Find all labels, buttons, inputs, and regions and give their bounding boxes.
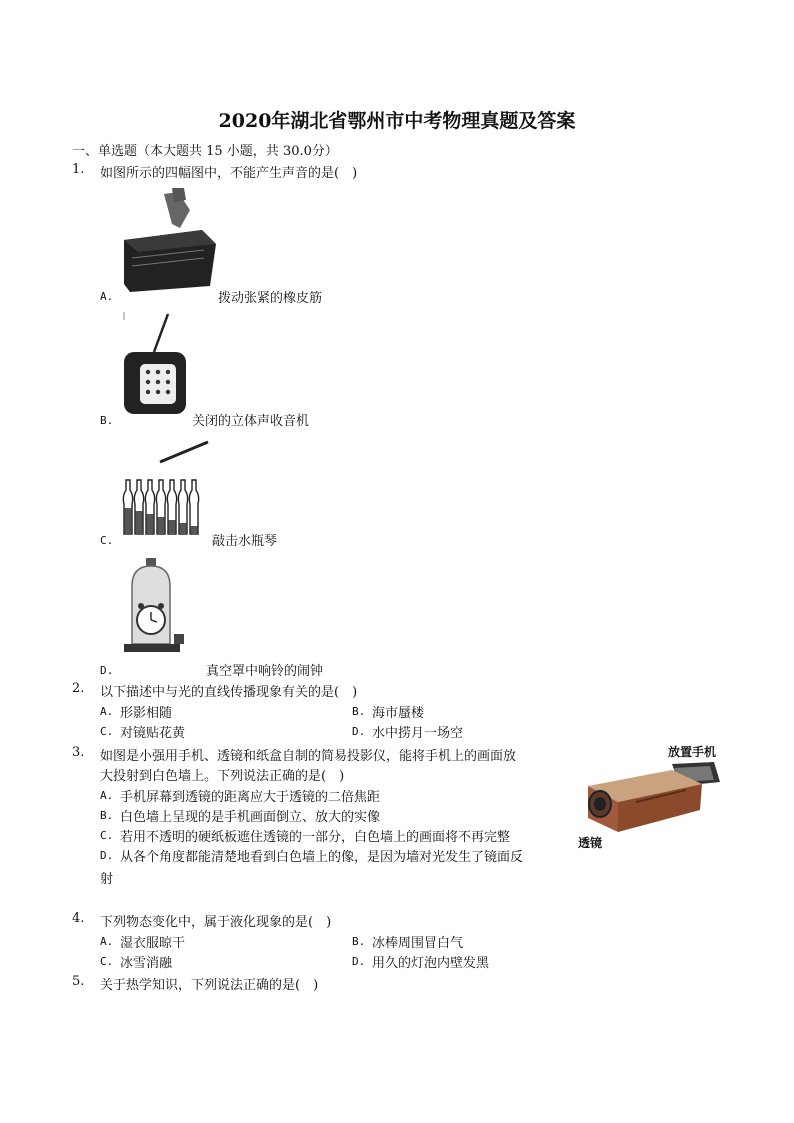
option-letter: B. — [352, 705, 366, 718]
option-text: 冰雪消融 — [120, 956, 173, 971]
question-number: 2. — [72, 681, 85, 696]
option-letter: D. — [352, 955, 366, 968]
option-text: 关闭的立体声收音机 — [192, 414, 310, 429]
figure-label-lens: 透镜 — [578, 836, 603, 850]
option-letter: D. — [352, 725, 366, 738]
question-text: 如图所示的四幅图中，不能产生声音的是( ) — [100, 166, 358, 181]
option-letter: C. — [100, 534, 114, 547]
figure-label-phone: 放置手机 — [668, 745, 717, 759]
option-text: 用久的灯泡内壁发黑 — [372, 956, 490, 971]
option-text-continued: 射 — [100, 872, 114, 887]
option-text: 拨动张紧的橡皮筋 — [218, 291, 323, 306]
option-letter: A. — [100, 935, 114, 948]
option-text: 真空罩中响铃的闹钟 — [206, 664, 324, 679]
question-text-line1: 如图是小强用手机、透镜和纸盒自制的简易投影仪，能将手机上的画面放 — [100, 749, 517, 764]
option-text: 冰棒周围冒白气 — [372, 936, 464, 951]
question-text: 以下描述中与光的直线传播现象有关的是( ) — [100, 685, 358, 700]
option-text: 形影相随 — [120, 706, 173, 721]
option-letter: C. — [100, 829, 114, 842]
question-number: 4. — [72, 911, 85, 926]
option-text: 手机屏幕到透镜的距离应大于透镜的二倍焦距 — [120, 790, 381, 805]
question-number: 5. — [72, 974, 85, 989]
rubber-band-icon — [120, 188, 220, 294]
option-text: 白色墙上呈现的是手机画面倒立、放大的实像 — [120, 810, 381, 825]
option-letter: A. — [100, 290, 114, 303]
option-letter: C. — [100, 955, 114, 968]
option-letter: D. — [100, 849, 114, 862]
question-text: 下列物态变化中，属于液化现象的是( ) — [100, 915, 332, 930]
option-text: 海市蜃楼 — [372, 706, 425, 721]
page-title: 2020年湖北省鄂州市中考物理真题及答案 — [218, 110, 576, 132]
option-text: 对镜贴花黄 — [120, 726, 186, 741]
option-letter: B. — [352, 935, 366, 948]
option-letter: D. — [100, 664, 114, 677]
question-number: 3. — [72, 745, 85, 760]
question-text: 关于热学知识，下列说法正确的是( ) — [100, 978, 319, 993]
radio-icon — [118, 310, 194, 422]
bell-jar-clock-icon — [122, 556, 186, 660]
option-text: 从各个角度都能清楚地看到白色墙上的像，是因为墙对光发生了镜面反 — [120, 850, 524, 865]
water-bottles-icon — [120, 438, 212, 538]
question-text-line2: 大投射到白色墙上。下列说法正确的是( ) — [100, 769, 345, 784]
option-text: 敲击水瓶琴 — [212, 534, 278, 549]
option-letter: B. — [100, 414, 114, 427]
option-letter: B. — [100, 809, 114, 822]
question-number: 1. — [72, 162, 85, 177]
section-heading: 一、单选题（本大题共 15 小题，共 30.0分） — [72, 144, 338, 159]
projector-box-icon — [576, 760, 722, 844]
option-text: 湿衣服晾干 — [120, 936, 186, 951]
option-letter: A. — [100, 705, 114, 718]
option-letter: A. — [100, 789, 114, 802]
option-letter: C. — [100, 725, 114, 738]
option-text: 若用不透明的硬纸板遮住透镜的一部分，白色墙上的画面将不再完整 — [120, 830, 511, 845]
option-text: 水中捞月一场空 — [372, 726, 464, 741]
